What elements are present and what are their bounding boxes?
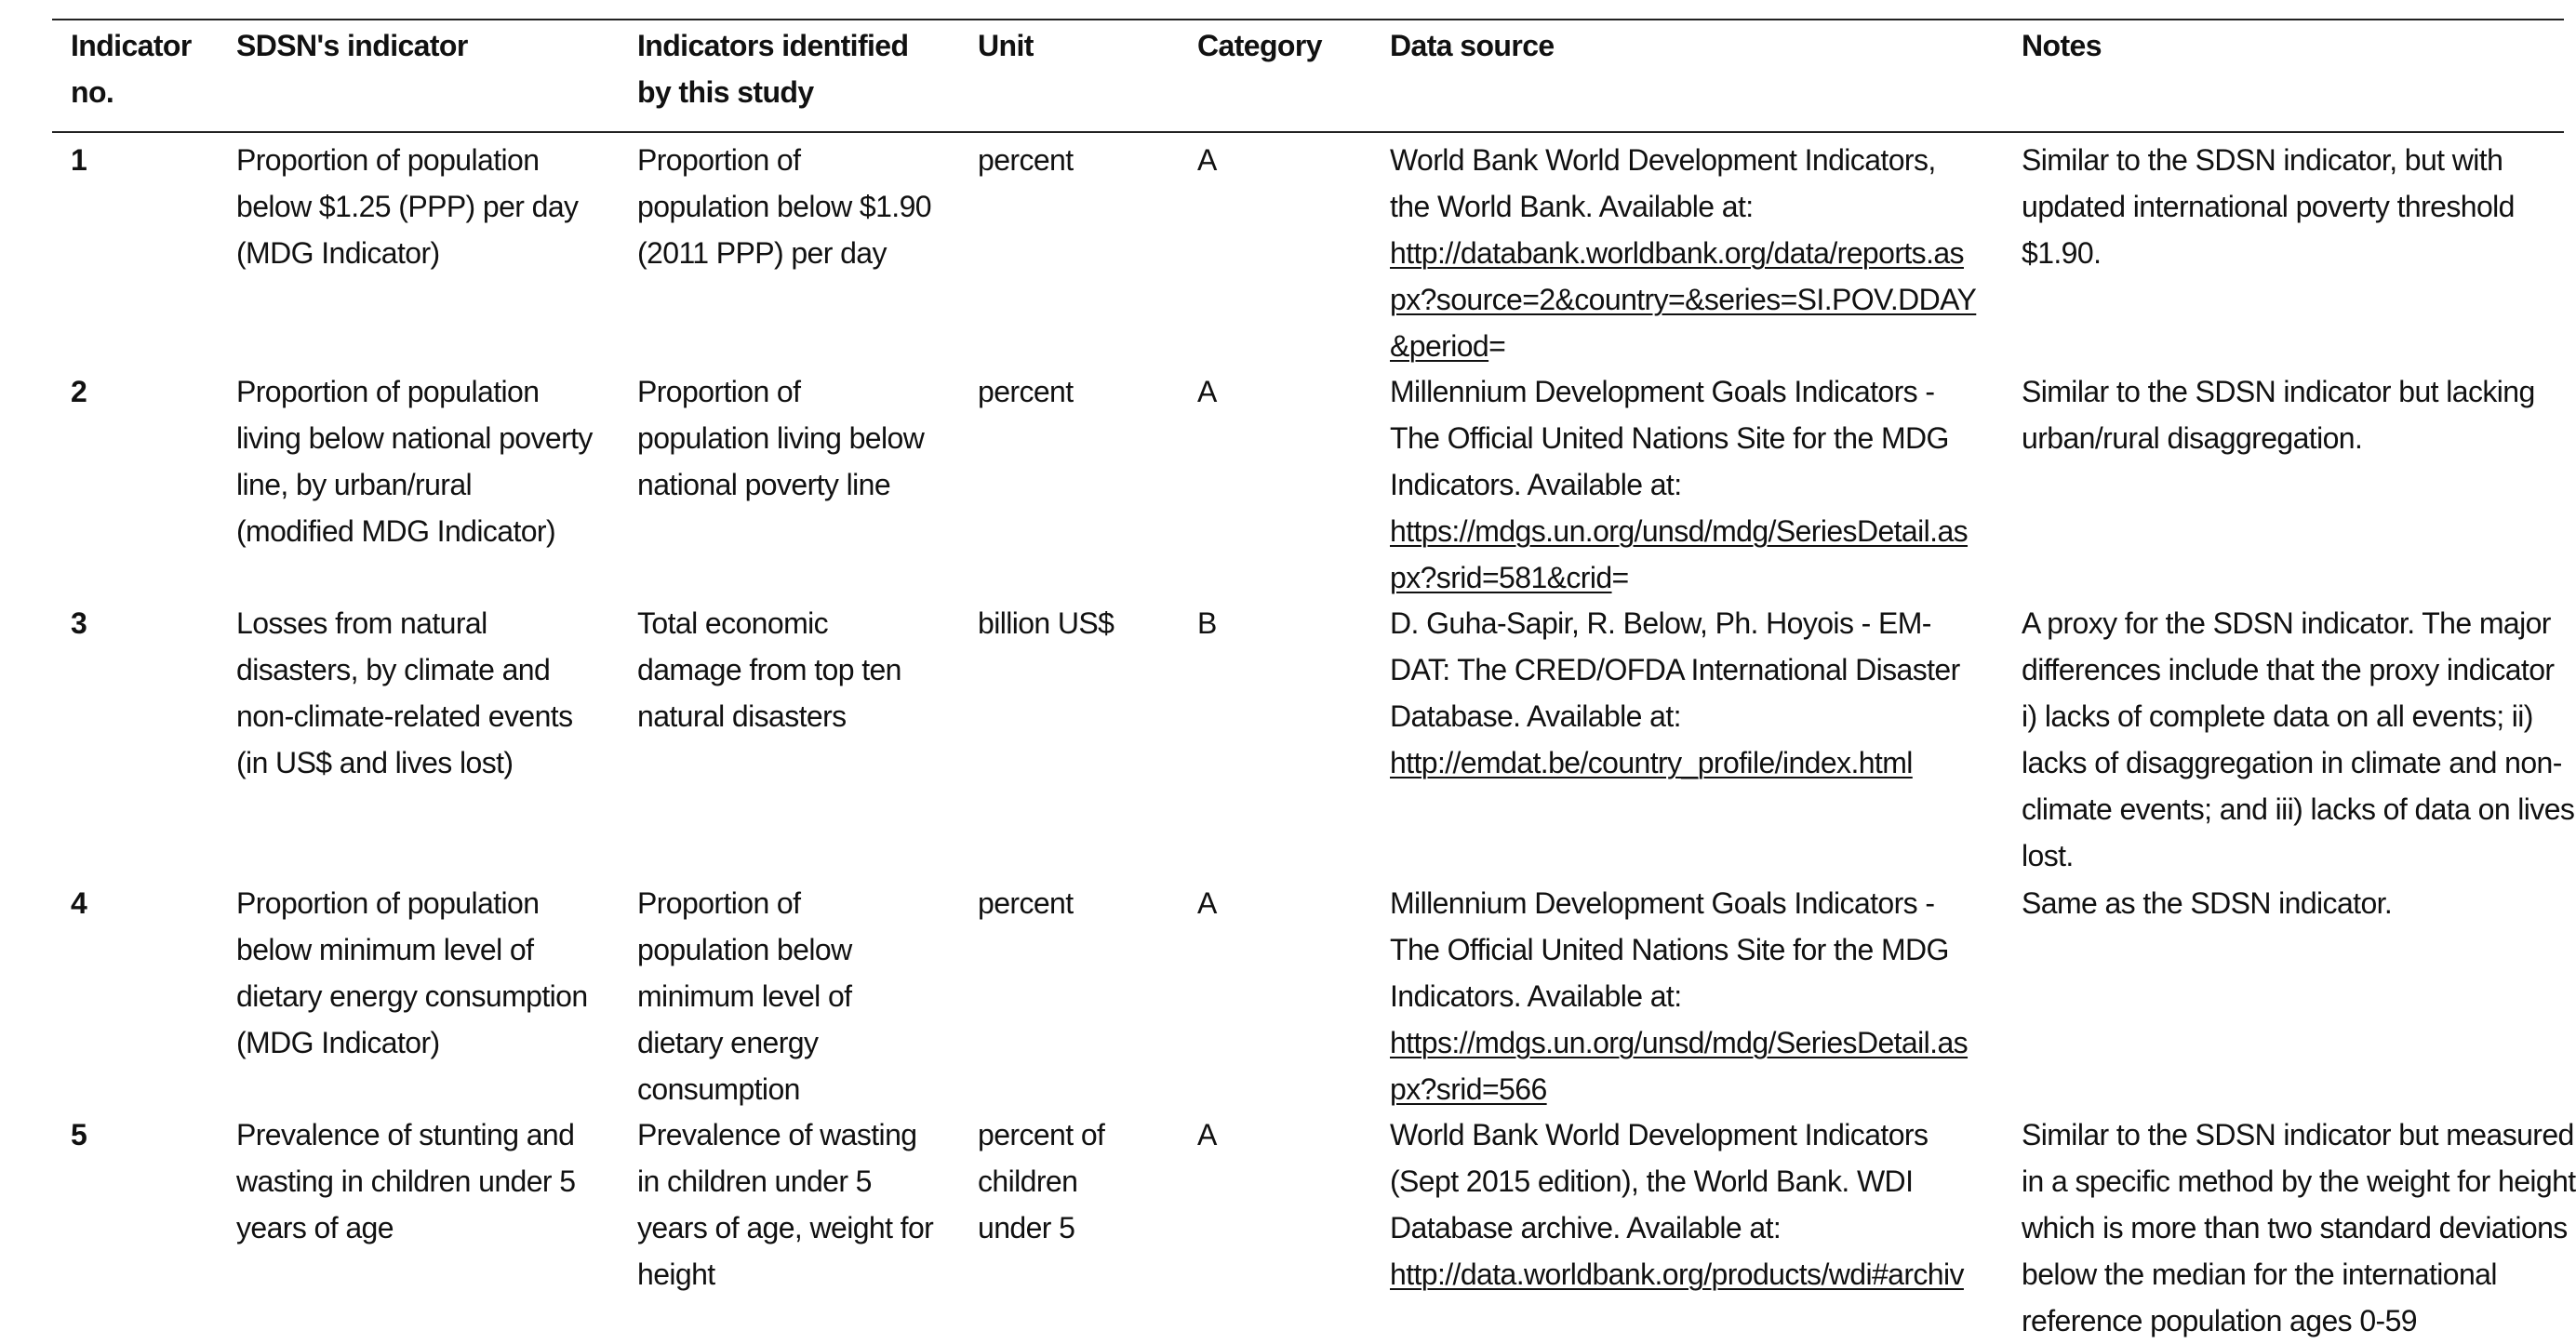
cell-text: years of age: [236, 1211, 394, 1244]
cell-notes: [2022, 368, 2535, 461]
header-text: by this study: [637, 75, 814, 109]
cell-category: [1197, 137, 1217, 183]
header-study-indicator: [637, 22, 908, 115]
cell-text: consumption: [637, 1072, 800, 1106]
cell-text: Similar to the SDSN indicator, but with: [2022, 143, 2503, 177]
cell-text: damage from top ten: [637, 653, 901, 686]
source-text: Database. Available at:: [1390, 699, 1681, 733]
cell-category: [1197, 880, 1217, 926]
cell-study-indicator: [637, 137, 931, 276]
cell-text: below the median for the international: [2022, 1258, 2497, 1291]
cell-text: Losses from natural: [236, 606, 487, 640]
cell-text: children: [978, 1164, 1078, 1198]
table-top-rule: [52, 19, 2564, 20]
category-value: B: [1197, 606, 1217, 640]
cell-text: (MDG Indicator): [236, 236, 440, 270]
source-link[interactable]: px?source=2&country=&series=SI.POV.DDAY: [1390, 283, 1977, 316]
source-link-line[interactable]: [1390, 276, 1976, 323]
header-text: Indicator: [71, 29, 192, 62]
category-value: A: [1197, 1118, 1217, 1151]
source-text: World Bank World Development Indicators,: [1390, 143, 1936, 177]
source-text-line: [1390, 600, 1960, 646]
source-text: The Official United Nations Site for the MDG: [1390, 933, 1949, 966]
cell-data-source: [1390, 137, 1976, 369]
cell-text: which is more than two standard deviations: [2022, 1211, 2568, 1244]
source-text: Indicators. Available at:: [1390, 468, 1682, 501]
source-text-line: [1390, 461, 1968, 508]
cell-notes: [2022, 600, 2574, 879]
cell-study-indicator: [637, 1111, 933, 1297]
cell-text: non-climate-related events: [236, 699, 573, 733]
header-unit: [978, 22, 1034, 69]
header-text: Indicators identified: [637, 29, 909, 62]
cell-text: percent: [978, 375, 1074, 408]
source-text: Millennium Development Goals Indicators -: [1390, 886, 1935, 920]
source-text-line: [1390, 183, 1976, 230]
source-link[interactable]: https://mdgs.un.org/unsd/mdg/SeriesDetail.as: [1390, 514, 1969, 548]
source-text: Millennium Development Goals Indicators -: [1390, 375, 1935, 408]
cell-text: Proportion of population: [236, 886, 540, 920]
cell-text: dietary energy consumption: [236, 979, 588, 1013]
cell-text: population below $1.90: [637, 190, 931, 223]
source-text-line: [1390, 1158, 1964, 1204]
header-text: Notes: [2022, 29, 2102, 62]
cell-indicator-no: [71, 600, 87, 646]
source-text-line: [1390, 1111, 1964, 1158]
cell-indicator-no: [71, 137, 87, 183]
cell-category: [1197, 1111, 1217, 1158]
cell-text: percent: [978, 143, 1074, 177]
cell-text: in children under 5: [637, 1164, 872, 1198]
cell-text: Proportion of population: [236, 375, 540, 408]
cell-text: natural disasters: [637, 699, 847, 733]
cell-text: height: [637, 1258, 715, 1291]
source-text-line: [1390, 368, 1968, 415]
table-header-rule: [52, 131, 2564, 133]
cell-category: [1197, 600, 1217, 646]
cell-study-indicator: [637, 880, 852, 1112]
source-link[interactable]: http://emdat.be/country_profile/index.html: [1390, 746, 1913, 779]
source-link-line[interactable]: [1390, 1251, 1964, 1297]
cell-text: Proportion of population: [236, 143, 540, 177]
header-indicator-no: [71, 22, 192, 115]
header-data-source: [1390, 22, 1555, 69]
cell-sdsn-indicator: [236, 137, 578, 276]
source-link-line[interactable]: [1390, 1019, 1968, 1066]
source-text-line: [1390, 137, 1976, 183]
source-link[interactable]: https://mdgs.un.org/unsd/mdg/SeriesDetail.as: [1390, 1026, 1969, 1059]
source-text: DAT: The CRED/OFDA International Disaster: [1390, 653, 1960, 686]
cell-study-indicator: [637, 600, 901, 739]
source-text-line: [1390, 693, 1960, 739]
cell-text: (in US$ and lives lost): [236, 746, 514, 779]
category-value: A: [1197, 886, 1217, 920]
cell-text: reference population ages 0-59: [2022, 1304, 2417, 1337]
source-link-line[interactable]: [1390, 739, 1960, 786]
source-link[interactable]: http://data.worldbank.org/products/wdi#archiv: [1390, 1258, 1964, 1291]
source-text-line: [1390, 973, 1968, 1019]
category-value: A: [1197, 375, 1217, 408]
cell-text: dietary energy: [637, 1026, 819, 1059]
source-link-line[interactable]: [1390, 323, 1976, 369]
cell-text: Same as the SDSN indicator.: [2022, 886, 2393, 920]
cell-text: (2011 PPP) per day: [637, 236, 887, 270]
cell-unit: [978, 880, 1074, 926]
indicator-number: 3: [71, 606, 87, 640]
cell-text: line, by urban/rural: [236, 468, 473, 501]
header-notes: [2022, 22, 2102, 69]
cell-text: lost.: [2022, 839, 2074, 872]
cell-text: $1.90.: [2022, 236, 2102, 270]
source-link[interactable]: px?srid=566: [1390, 1072, 1547, 1106]
source-text-line: [1390, 1204, 1964, 1251]
cell-indicator-no: [71, 368, 87, 415]
cell-text: population below: [637, 933, 852, 966]
cell-text: below minimum level of: [236, 933, 534, 966]
source-text: The Official United Nations Site for the MDG: [1390, 421, 1949, 455]
cell-notes: [2022, 137, 2515, 276]
indicator-number: 5: [71, 1118, 87, 1151]
cell-text: years of age, weight for: [637, 1211, 934, 1244]
cell-unit: [978, 1111, 1104, 1251]
source-text-line: [1390, 646, 1960, 693]
header-text: no.: [71, 75, 114, 109]
cell-text: lacks of disaggregation in climate and non-: [2022, 746, 2562, 779]
indicator-number: 4: [71, 886, 87, 920]
cell-text: Proportion of: [637, 375, 801, 408]
cell-text: Total economic: [637, 606, 829, 640]
indicator-number: 2: [71, 375, 87, 408]
cell-text: wasting in children under 5: [236, 1164, 576, 1198]
cell-text: disasters, by climate and: [236, 653, 551, 686]
cell-text: climate events; and iii) lacks of data on lives: [2022, 792, 2575, 826]
source-text-line: [1390, 880, 1968, 926]
cell-sdsn-indicator: [236, 600, 572, 786]
cell-sdsn-indicator: [236, 880, 588, 1066]
cell-text: population living below: [637, 421, 925, 455]
cell-unit: [978, 368, 1074, 415]
cell-text: Similar to the SDSN indicator but measured: [2022, 1118, 2574, 1151]
source-link[interactable]: http://databank.worldbank.org/data/reports.as: [1390, 236, 1964, 270]
cell-unit: [978, 137, 1074, 183]
cell-indicator-no: [71, 1111, 87, 1158]
cell-text: Prevalence of stunting and: [236, 1118, 575, 1151]
cell-text: differences include that the proxy indicator: [2022, 653, 2555, 686]
cell-data-source: [1390, 600, 1960, 786]
source-text: (Sept 2015 edition), the World Bank. WDI: [1390, 1164, 1914, 1198]
header-sdsn-indicator: [236, 22, 468, 69]
header-text: Category: [1197, 29, 1322, 62]
source-link-line[interactable]: [1390, 230, 1976, 276]
source-link-tail: =: [1488, 329, 1506, 363]
cell-text: national poverty line: [637, 468, 891, 501]
category-value: A: [1197, 143, 1217, 177]
cell-sdsn-indicator: [236, 1111, 575, 1251]
header-text: SDSN's indicator: [236, 29, 468, 62]
source-link-line[interactable]: [1390, 1066, 1968, 1112]
cell-study-indicator: [637, 368, 924, 508]
cell-text: billion US$: [978, 606, 1114, 640]
cell-text: living below national poverty: [236, 421, 593, 455]
header-text: Data source: [1390, 29, 1555, 62]
cell-data-source: [1390, 880, 1968, 1112]
cell-text: urban/rural disaggregation.: [2022, 421, 2363, 455]
cell-unit: [978, 600, 1114, 646]
cell-text: (MDG Indicator): [236, 1026, 440, 1059]
cell-text: updated international poverty threshold: [2022, 190, 2515, 223]
source-text: World Bank World Development Indicators: [1390, 1118, 1929, 1151]
cell-category: [1197, 368, 1217, 415]
source-text: D. Guha-Sapir, R. Below, Ph. Hoyois - EM-: [1390, 606, 1931, 640]
cell-notes: [2022, 880, 2392, 926]
cell-text: minimum level of: [637, 979, 852, 1013]
cell-notes: [2022, 1111, 2576, 1344]
cell-text: percent of: [978, 1118, 1105, 1151]
cell-text: Proportion of: [637, 886, 801, 920]
cell-text: percent: [978, 886, 1074, 920]
cell-data-source: [1390, 1111, 1964, 1297]
source-link[interactable]: px?srid=581&crid: [1390, 561, 1612, 594]
cell-text: Prevalence of wasting: [637, 1118, 917, 1151]
source-text: Database archive. Available at:: [1390, 1211, 1782, 1244]
cell-text: (modified MDG Indicator): [236, 514, 556, 548]
cell-text: below $1.25 (PPP) per day: [236, 190, 579, 223]
cell-data-source: [1390, 368, 1968, 601]
indicator-number: 1: [71, 143, 87, 177]
source-link-tail: =: [1611, 561, 1629, 594]
source-link-line[interactable]: [1390, 554, 1968, 601]
header-category: [1197, 22, 1322, 69]
source-text-line: [1390, 926, 1968, 973]
source-text: Indicators. Available at:: [1390, 979, 1682, 1013]
cell-text: Proportion of: [637, 143, 801, 177]
cell-text: in a specific method by the weight for height: [2022, 1164, 2576, 1198]
cell-text: i) lacks of complete data on all events; ii): [2022, 699, 2533, 733]
cell-text: Similar to the SDSN indicator but lacking: [2022, 375, 2535, 408]
source-link-line[interactable]: [1390, 508, 1968, 554]
cell-sdsn-indicator: [236, 368, 593, 554]
header-text: Unit: [978, 29, 1034, 62]
source-text: the World Bank. Available at:: [1390, 190, 1754, 223]
source-link[interactable]: &period: [1390, 329, 1489, 363]
source-text-line: [1390, 415, 1968, 461]
cell-text: under 5: [978, 1211, 1075, 1244]
cell-indicator-no: [71, 880, 87, 926]
cell-text: A proxy for the SDSN indicator. The major: [2022, 606, 2551, 640]
